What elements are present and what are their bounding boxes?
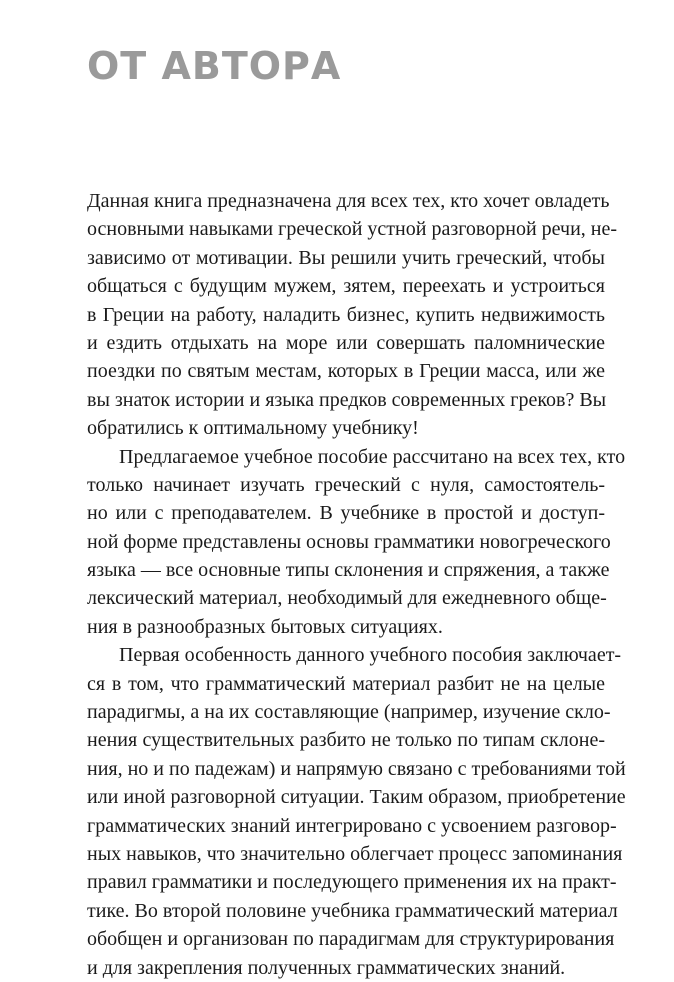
text-line: правил грамматики и последующего применения их на практ- xyxy=(87,871,617,894)
text-line: ных навыков, что значительно облегчает процесс запоминания xyxy=(87,842,623,865)
text-line: общаться с будущим мужем, зятем, переехать и устроиться xyxy=(87,275,605,298)
text-line: Данная книга предназначена для всех тех, кто хочет овладеть xyxy=(87,190,610,212)
text-line: нения существительных разбито не только по типам склоне- xyxy=(87,729,605,752)
text-line: но или с преподавателем. В учебнике в простой и доступ- xyxy=(87,502,605,525)
text-line: ся в том, что грамматический материал разбит не на целые xyxy=(87,672,605,695)
text-line: в Греции на работу, наладить бизнес, купить недвижимость xyxy=(87,303,605,326)
text-line: языка — все основные типы склонения и спряжения, а также xyxy=(87,559,610,582)
text-line: основными навыками греческой устной разговорной речи, не- xyxy=(87,218,618,241)
text-line: ния, но и по падежам) и напрямую связано с требованиями той xyxy=(87,757,626,780)
text-line: обобщен и организован по парадигмам для структурирования xyxy=(87,928,615,951)
page-title: ОТ АВТОРА xyxy=(87,44,342,88)
text-line: лексический материал, необходимый для ежедневного обще- xyxy=(87,587,607,610)
text-line: вы знаток истории и языка предков современных греков? Вы xyxy=(87,388,607,411)
text-line: и ездить отдыхать на море или совершать паломнические xyxy=(87,331,605,354)
text-line: ной форме представлены основы грамматики новогреческого xyxy=(87,530,611,553)
body-text xyxy=(87,187,626,982)
text-line: Предлагаемое учебное пособие рассчитано на всех тех, кто xyxy=(119,445,626,468)
paragraph xyxy=(87,641,626,982)
text-line: только начинает изучать греческий с нуля, самостоятель- xyxy=(87,473,605,496)
paragraph xyxy=(87,187,618,443)
text-line: обратились к оптимальному учебнику! xyxy=(87,417,419,440)
text-line: и для закрепления полученных грамматических знаний. xyxy=(87,956,566,979)
text-line: Первая особенность данного учебного пособия заключает- xyxy=(119,644,622,667)
text-line: или иной разговорной ситуации. Таким образом, приобретение xyxy=(87,786,626,809)
text-line: грамматических знаний интегрировано с усвоением разговор- xyxy=(87,814,617,837)
text-line: ния в разнообразных бытовых ситуациях. xyxy=(87,615,443,638)
text-line: поездки по святым местам, которых в Греции масса, или же xyxy=(87,360,605,383)
text-line: парадигмы, а на их составляющие (например, изучение скло- xyxy=(87,701,611,724)
text-line: тике. Во второй половине учебника грамматический материал xyxy=(87,899,618,922)
text-line: зависимо от мотивации. Вы решили учить греческий, чтобы xyxy=(87,246,605,269)
paragraph xyxy=(87,443,626,642)
